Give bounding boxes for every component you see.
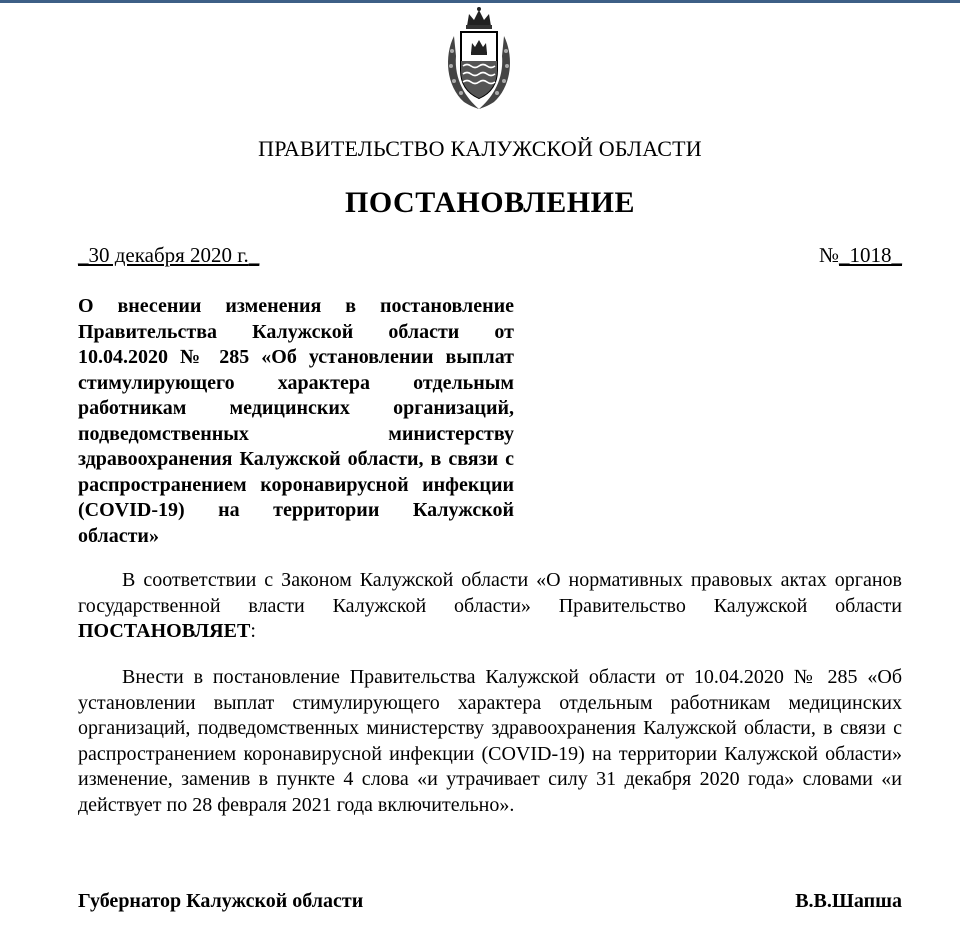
document-date — [78, 243, 259, 268]
number-value: 1018 — [849, 243, 892, 267]
preamble-bold-word: ПОСТАНОВЛЯЕТ — [78, 620, 251, 642]
kaluga-coat-of-arms-icon — [440, 6, 518, 112]
preamble-end: : — [250, 620, 256, 642]
date-suffix: _ — [248, 243, 260, 267]
date-value: 30 декабря 2020 г. — [88, 243, 249, 267]
signatory-role: Губернатор Калужской области — [78, 890, 364, 912]
top-border — [0, 0, 960, 3]
number-suffix: _ — [891, 243, 902, 267]
document-number — [819, 243, 902, 268]
government-name: ПРАВИТЕЛЬСТВО КАЛУЖСКОЙ ОБЛАСТИ — [258, 136, 702, 161]
date-prefix: _ — [78, 243, 89, 267]
number-sign: № — [818, 243, 839, 267]
signatory-name: В.В.Шапша — [795, 890, 902, 912]
document-subject: О внесении изменения в постановление Правительства Калужской области от 10.04.2020 № 285 «Об установлении выплат стимулирующего характера отдельным работникам медицинских организаций, подведомственных министерству здравоохранения Калужской области, в связи с распространением коронавирусной инфекции (COVID-19) на территории Калужской области» — [78, 295, 514, 547]
resolution-paragraph: Внести в постановление Правительства Калужской области от 10.04.2020 № 285 «Об установлении выплат стимулирующего характера отдельным работникам медицинских организаций, подведомственных министерству здравоохранения Калужской области, в связи с распространением коронавирусной инфекции (COVID-19) на территории Калужской области» изменение, заменив в пункте 4 слова «и утрачивает силу 31 декабря 2020 года» словами «и действует по 28 февраля 2021 года включительно». — [78, 666, 902, 816]
document-type-title: ПОСТАНОВЛЕНИЕ — [345, 186, 635, 219]
number-pad: _ — [839, 243, 850, 267]
preamble-paragraph — [78, 568, 902, 645]
preamble-text: В соответствии с Законом Калужской области «О нормативных правовых актах органов государственной власти Калужской области» Правительство Калужской области — [78, 569, 902, 617]
